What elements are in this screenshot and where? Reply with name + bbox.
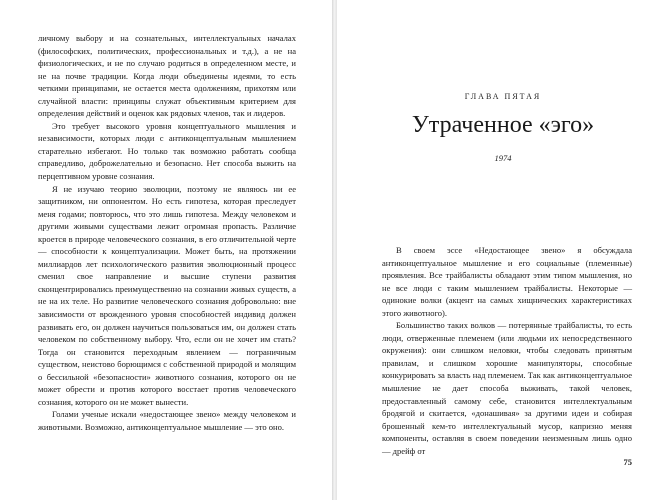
chapter-label: ГЛАВА ПЯТАЯ bbox=[464, 92, 542, 101]
right-page-text bbox=[382, 244, 632, 457]
paragraph: Большинство таких волков — потерянные трайбалисты, то есть люди, отверженные племенем (или людьми их непосредственного окружения): они слишком неловки, чтобы следовать принятым правилам, и слишком хорошие манипуляторы, способные конкурировать за власть над племенем. Так как антиконцептуальное мышление не дает способа выживать, такой человек, предоставленный самому себе, становится интеллектуальным бродягой и скитается, «донашивая» за другими идеи и собирая брошенный кем-то интеллектуальный мусор, капризно меняя компоненты, оставляя в своем поведении неизменным лишь одно — дрейф от bbox=[382, 320, 632, 456]
chapter-year: 1974 bbox=[494, 153, 512, 163]
chapter-title: Утраченное «эго» bbox=[411, 112, 595, 138]
left-page-text bbox=[38, 32, 296, 434]
page-number: 75 bbox=[623, 457, 632, 467]
paragraph: В своем эссе «Недостающее звено» я обсуждала антиконцептуальное мышление и его социальные (племенные) проявления. Все трайбалисты обладают этим типом мышления, но не все люди с таким мышлением трайбалисты. Некоторые — одинокие волки (акцент на самых хищнических характеристиках этого животного). bbox=[382, 245, 632, 318]
paragraph: Это требует высокого уровня концептуального мышления и независимости, которых люди с антиконцептуальным мышлением старательно избегают. Но только так возможно работать сообща справедливо, доброжелательно и безопасно. Нет способа выжить на перцептивном уровне сознания. bbox=[38, 120, 296, 182]
paragraph: Голами ученые искали «недостающее звено» между человеком и животными. Возможно, антиконцептуальное мышление — это оно. bbox=[38, 409, 296, 432]
right-page bbox=[337, 0, 669, 500]
paragraph: Я не изучаю теорию эволюции, поэтому не являюсь ни ее защитником, ни оппонентом. Но есть гипотеза, которая преследует меня годами; повторюсь, что это лишь гипотеза. Между человеком и другими живыми существами лежит огромная пропасть. Различие кроется в природе человеческого сознания, в его отличительной черте — способности к концептуализации. Может быть, на протяжении миллиардов лет психологического развития эволюционный процесс сменил свое направление и высшие ступени развития сконцентрировались преимущественно на сознании живых существ, а не на их теле. Но развитие человеческого сознания добровольно: вне зависимости от врожденного уровня способностей индивид должен развивать его, он должен научиться пользоваться им, он должен стать человеком по собственному выбору. Что, если он не хочет им стать? Тогда он становится переходным явлением — пограничным существом, неистово борющимся с собственной природой и молящим о бессильной «безопасности» животного сознания, которого он не может обрести и против которого восстает против человеческого сознания, которого он не может вынести. bbox=[38, 183, 296, 407]
left-page bbox=[0, 0, 332, 500]
paragraph: личному выбору и на сознательных, интеллектуальных началах (философских, политических, профессиональных и т.д.), а не на физиологических, и не по случаю родиться в определенном месте, и не на почве традиции. Когда люди объединены идеями, то есть четкими принципами, не остается места одолжениям, прихотям или случайной власти: принципы служат объективным критерием для определения действий и оценок как рядовых членов, так и лидеров. bbox=[38, 33, 296, 119]
